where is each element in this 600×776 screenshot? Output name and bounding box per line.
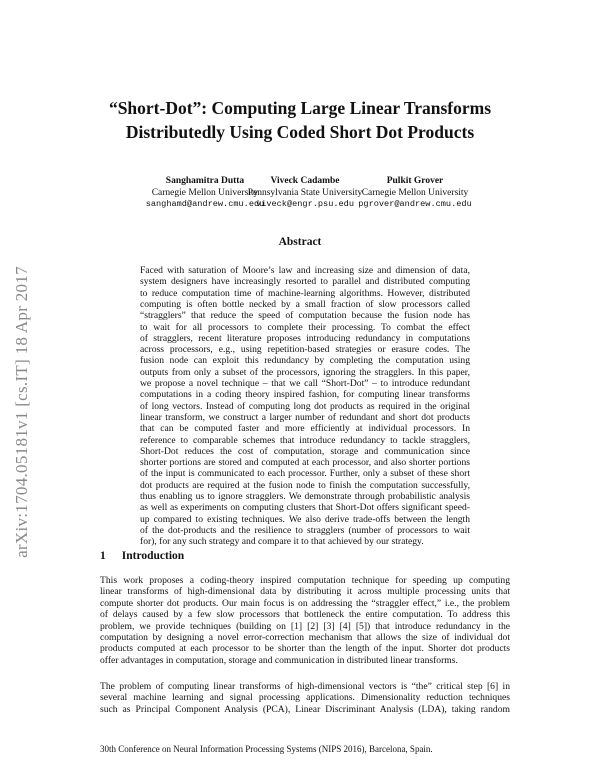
author-affiliation: Carnegie Mellon University	[151, 187, 259, 198]
footer-note: 30th Conference on Neural Information Processing Systems (NIPS 2016), Barcelona, Spain.	[100, 744, 433, 754]
text-line: outputs from only a subset of the processors, ignoring the stragglers. In this paper,	[140, 366, 470, 378]
text-line: such as Principal Component Analysis (PCA), Linear Discriminant Analysis (LDA), taking random	[100, 703, 510, 715]
text-line: fusion node can exploit this redundancy by completing the computation using	[140, 355, 470, 367]
paper-title	[60, 96, 540, 144]
text-line: of delays caused by a few slow processors that bottleneck the entire computation. To address this	[100, 609, 510, 621]
title-line: “Short-Dot”: Computing Large Linear Transforms	[108, 98, 492, 118]
text-line: up compared to existing techniques. We also derive trade-offs between the length	[140, 513, 470, 525]
author-email: pgrover@andrew.cmu.edu	[358, 199, 472, 209]
text-line: of the dot-products and the resilience to stragglers (number of processors to wait	[140, 524, 470, 536]
author-email: sanghamd@andrew.cmu.edu	[145, 199, 265, 209]
text-line: for), for any such strategy and compare it to that achieved by our strategy.	[140, 536, 424, 548]
text-line: This work proposes a coding-theory inspired computation technique for speeding up computing	[100, 575, 510, 586]
text-line: problem, we provide techniques (building on [1] [2] [3] [4] [5]) that introduce redundancy in the	[100, 620, 510, 632]
author-affiliation: Carnegie Mellon University	[361, 187, 469, 198]
text-line: to reduce computation time of machine-learning algorithms. However, distributed	[140, 287, 470, 299]
text-line: of the input is communicated to each processor. Further, only a subset of these short	[140, 468, 470, 480]
text-line: Short-Dot reduces the cost of computation, storage and communication since	[140, 445, 470, 457]
text-line: linear transform, we construct a larger number of redundant and short dot products	[140, 411, 470, 423]
title-line: Distributedly Using Coded Short Dot Products	[125, 122, 475, 142]
text-line: computations in a coding theory inspired fashion, for computing linear transforms	[140, 389, 470, 401]
text-line: offer advantages in computation, storage and communication in distributed linear transforms.	[100, 654, 458, 666]
text-line: of stragglers, recent literature proposes introducing redundancy in computations	[140, 332, 470, 344]
author-email: viveck@engr.psu.edu	[256, 199, 354, 209]
text-line: compute shorter dot products. Our main focus is on addressing the “straggler effect,” i.e., the problem	[100, 597, 510, 609]
author-block	[325, 176, 505, 211]
abstract-heading: Abstract	[278, 236, 322, 248]
text-line: Faced with saturation of Moore’s law and increasing size and dimension of data,	[140, 265, 470, 276]
text-line: thus enabling us to ignore stragglers. We demonstrate through probabilistic analysis	[140, 491, 470, 502]
text-line: shorter portions are stored and computed at each processor, and also shorter portions	[140, 457, 470, 469]
text-line: computing is often bottle necked by a small fraction of slow processors called	[140, 298, 470, 310]
text-line: linear transforms of high-dimensional data by distributing it across multiple processing units that	[100, 586, 510, 598]
text-line: to wait for all processors to complete their processing. To combat the effect	[140, 321, 470, 333]
author-name: Pulkit Grover	[386, 176, 444, 186]
text-line: products computed at each processor to be shorter than the length of the input. Shorter dot products	[100, 643, 510, 655]
text-line: dot products are required at the fusion node to finish the computation successfully,	[140, 479, 470, 491]
arxiv-identifier: arXiv:1704.05181v1 [cs.IT] 18 Apr 2017	[12, 266, 31, 558]
text-line: across processors, e.g., using repetition-based strategies or erasure codes. The	[140, 344, 470, 356]
text-line: several machine learning and signal processing applications. Dimensionality reduction techniques	[100, 692, 510, 704]
text-line: we propose a novel technique – that we call “Short-Dot” – to introduce redundant	[140, 378, 470, 389]
author-name: Viveck Cadambe	[270, 176, 340, 186]
text-line: The problem of computing linear transforms of high-dimensional vectors is “the” critical step [6] in	[100, 681, 510, 692]
section-title: Introduction	[121, 550, 185, 562]
text-line: of long vectors. Instead of computing long dot products as required in the original	[140, 400, 470, 412]
author-affiliation: Pennsylvania State University	[247, 187, 363, 198]
text-line: reference to comparable schemes that introduce redundancy to tackle stragglers,	[140, 434, 470, 446]
text-line: that can be computed faster and more efficiently at individual processors. In	[140, 423, 470, 435]
text-line: system designers have increasingly resorted to parallel and distributed computing	[140, 276, 470, 288]
text-line: as well as experiments on computing clusters that Short-Dot offers significant speed-	[140, 502, 470, 514]
text-line: computation by designing a novel error-correction mechanism that allows the size of individual dot	[100, 632, 510, 643]
section-number: 1	[100, 550, 106, 562]
text-line: “stragglers” that reduce the speed of computation because the fusion node has	[140, 310, 470, 322]
section-heading	[100, 550, 200, 562]
author-name: Sanghamitra Dutta	[165, 176, 245, 186]
